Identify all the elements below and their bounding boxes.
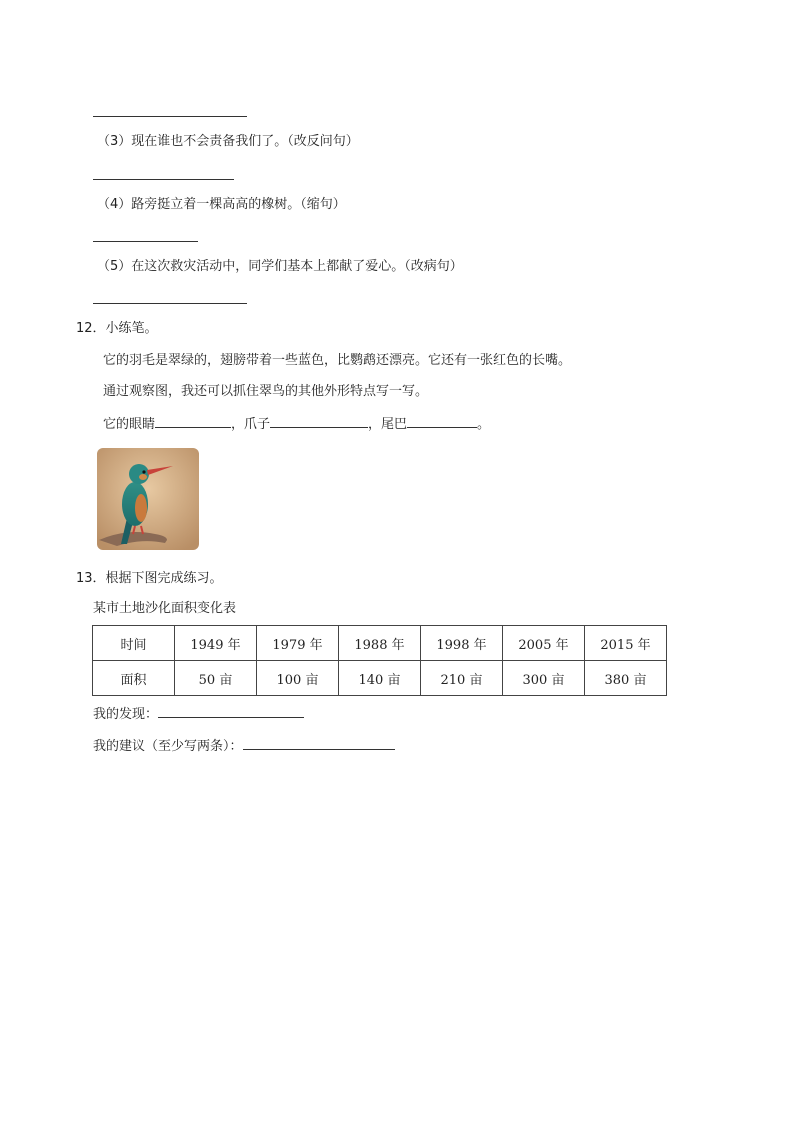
table-cell: 50 亩 xyxy=(175,661,257,696)
eye-blank[interactable] xyxy=(155,414,231,428)
answer-line-q4[interactable] xyxy=(93,241,198,242)
table-cell: 300 亩 xyxy=(503,661,585,696)
fill-end-punct: 。 xyxy=(477,417,491,432)
table-row xyxy=(93,661,667,696)
fill-claw-label: ，爪子 xyxy=(231,417,271,432)
table-cell: 时间 xyxy=(93,626,175,661)
table-cell: 面积 xyxy=(93,661,175,696)
discovery-label: 我的发现： xyxy=(93,707,159,722)
q13-title: 13．根据下图完成练习。 xyxy=(76,571,223,586)
table-cell: 140 亩 xyxy=(339,661,421,696)
discovery-line xyxy=(93,704,304,724)
q12-line2: 通过观察图，我还可以抓住翠鸟的其他外形特点写一写。 xyxy=(103,384,429,399)
item-q4: （4）路旁挺立着一棵高高的橡树。（缩句） xyxy=(97,197,346,212)
table-caption: 某市土地沙化面积变化表 xyxy=(93,601,237,616)
answer-line-q2[interactable] xyxy=(93,116,247,117)
table-cell: 1979 年 xyxy=(257,626,339,661)
item-q5: （5）在这次救灾活动中，同学们基本上都献了爱心。（改病句） xyxy=(97,259,463,274)
table-cell: 100 亩 xyxy=(257,661,339,696)
fill-eye-label: 它的眼睛 xyxy=(103,417,156,432)
answer-line-q3[interactable] xyxy=(93,179,234,180)
suggestion-line xyxy=(93,736,395,756)
q12-title: 12．小练笔。 xyxy=(76,321,158,336)
table-cell: 210 亩 xyxy=(421,661,503,696)
land-desertification-table xyxy=(92,625,667,696)
table-cell: 2015 年 xyxy=(585,626,667,661)
table-cell: 2005 年 xyxy=(503,626,585,661)
kingfisher-image xyxy=(97,448,199,550)
suggestion-blank[interactable] xyxy=(243,736,395,750)
claw-blank[interactable] xyxy=(270,414,368,428)
table-cell: 1949 年 xyxy=(175,626,257,661)
discovery-blank[interactable] xyxy=(158,704,304,718)
item-q3: （3）现在谁也不会责备我们了。（改反问句） xyxy=(97,134,359,149)
q12-line1: 它的羽毛是翠绿的，翅膀带着一些蓝色，比鹦鹉还漂亮。它还有一张红色的长嘴。 xyxy=(103,353,572,368)
table-header-row xyxy=(93,626,667,661)
q12-fill-line xyxy=(103,414,490,434)
table-cell: 1998 年 xyxy=(421,626,503,661)
suggestion-label: 我的建议（至少写两条）： xyxy=(93,739,243,754)
table-cell: 380 亩 xyxy=(585,661,667,696)
table-cell: 1988 年 xyxy=(339,626,421,661)
answer-line-q5[interactable] xyxy=(93,303,247,304)
fill-tail-label: ，尾巴 xyxy=(368,417,408,432)
tail-blank[interactable] xyxy=(407,414,477,428)
